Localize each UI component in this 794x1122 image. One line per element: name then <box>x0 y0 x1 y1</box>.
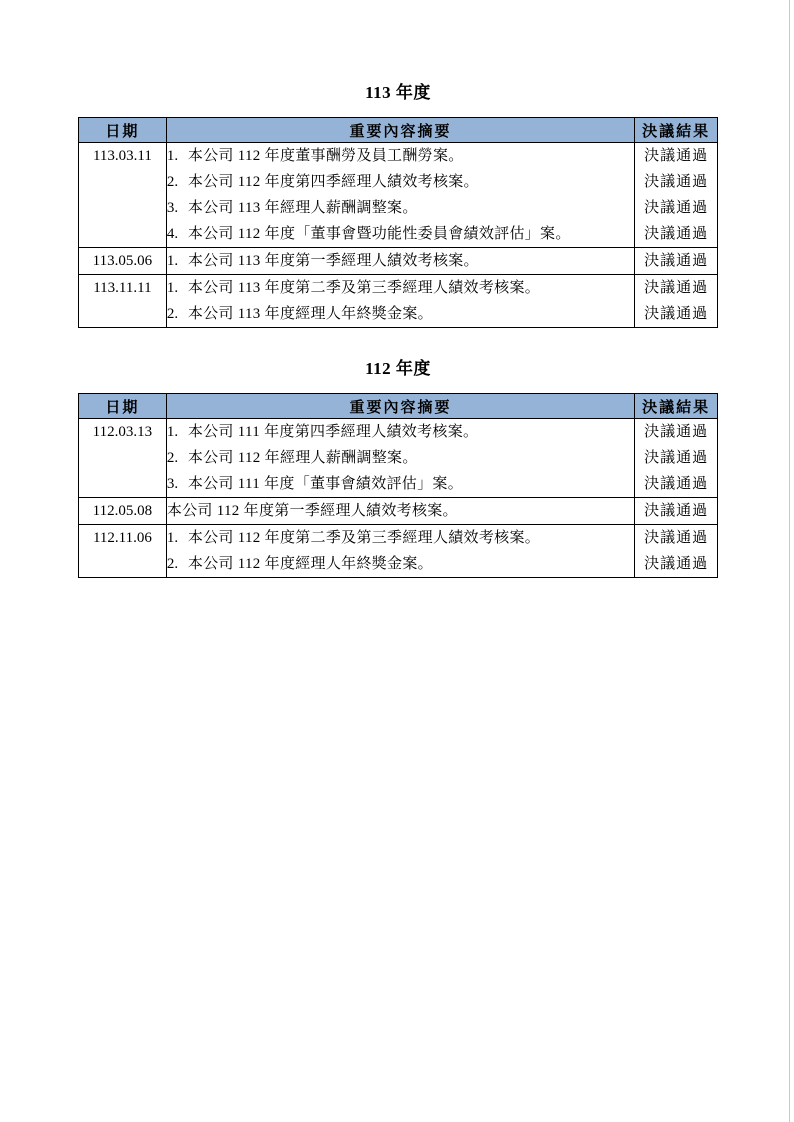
item-text: 本公司 113 年度第一季經理人績效考核案。 <box>187 253 479 269</box>
summary-item <box>167 143 634 169</box>
item-text: 本公司 113 年度經理人年終獎金案。 <box>187 306 433 322</box>
header-result: 決議結果 <box>635 394 718 419</box>
item-text: 本公司 112 年經理人薪酬調整案。 <box>187 450 418 466</box>
result-item: 決議通過 <box>644 148 709 164</box>
summary-item <box>167 169 634 195</box>
item-text: 本公司 112 年度董事酬勞及員工酬勞案。 <box>187 148 464 164</box>
result-item: 決議通過 <box>644 503 709 519</box>
item-number: 2. <box>166 174 179 190</box>
table-row <box>79 419 718 498</box>
table-header <box>79 118 718 143</box>
result-item: 決議通過 <box>644 174 709 190</box>
summary-item <box>167 498 634 524</box>
table-row <box>79 498 718 525</box>
item-text: 本公司 111 年度第四季經理人績效考核案。 <box>187 424 479 440</box>
result-item: 決議通過 <box>644 200 709 216</box>
header-row <box>79 118 718 143</box>
result-item: 決議通過 <box>644 226 709 242</box>
summary-item <box>167 221 634 247</box>
header-result: 決議結果 <box>635 118 718 143</box>
date-cell: 113.03.11 <box>79 143 167 248</box>
summary-cell <box>166 525 634 578</box>
date-cell: 112.05.08 <box>79 498 167 525</box>
result-cell <box>635 498 718 525</box>
item-text: 本公司 113 年度第二季及第三季經理人績效考核案。 <box>187 280 541 296</box>
item-number: 2. <box>166 556 179 572</box>
item-number: 2. <box>166 450 179 466</box>
summary-item <box>167 551 634 577</box>
summary-item <box>167 525 634 551</box>
item-text: 本公司 112 年度第一季經理人績效考核案。 <box>166 503 458 519</box>
summary-cell <box>166 419 634 498</box>
result-item: 決議通過 <box>644 530 709 546</box>
result-cell <box>635 419 718 498</box>
summary-item <box>167 301 634 327</box>
item-number: 3. <box>166 200 179 216</box>
result-item: 決議通過 <box>644 424 709 440</box>
result-cell <box>635 275 718 328</box>
summary-item <box>167 195 634 221</box>
item-text: 本公司 112 年度第二季及第三季經理人績效考核案。 <box>187 530 541 546</box>
header-row <box>79 394 718 419</box>
page-edge-divider <box>789 0 790 1122</box>
result-cell <box>635 525 718 578</box>
result-item: 決議通過 <box>644 476 709 492</box>
summary-cell <box>166 248 634 275</box>
item-number: 1. <box>166 280 179 296</box>
result-item: 決議通過 <box>644 253 709 269</box>
header-summary: 重要內容摘要 <box>166 394 634 419</box>
table-row <box>79 275 718 328</box>
resolutions-table-112 <box>78 393 718 578</box>
item-number: 1. <box>166 530 179 546</box>
summary-item <box>167 471 634 497</box>
item-text: 本公司 112 年度「董事會暨功能性委員會績效評估」案。 <box>187 226 571 242</box>
date-cell: 113.11.11 <box>79 275 167 328</box>
summary-item <box>167 248 634 274</box>
date-cell: 112.03.13 <box>79 419 167 498</box>
summary-cell <box>166 143 634 248</box>
header-date: 日期 <box>79 118 167 143</box>
table-header <box>79 394 718 419</box>
item-text: 本公司 112 年度第四季經理人績效考核案。 <box>187 174 479 190</box>
item-number: 4. <box>166 226 179 242</box>
section-title-112: 112 年度 <box>365 359 431 378</box>
item-number: 1. <box>166 424 179 440</box>
date-cell: 112.11.06 <box>79 525 167 578</box>
item-number: 1. <box>166 253 179 269</box>
table-row <box>79 143 718 248</box>
item-text: 本公司 111 年度「董事會績效評估」案。 <box>187 476 464 492</box>
result-item: 決議通過 <box>644 306 709 322</box>
resolutions-table-113 <box>78 117 718 328</box>
result-item: 決議通過 <box>644 556 709 572</box>
section-title-113: 113 年度 <box>365 83 431 102</box>
summary-item <box>167 419 634 445</box>
item-text: 本公司 113 年經理人薪酬調整案。 <box>187 200 418 216</box>
item-number: 1. <box>166 148 179 164</box>
table-row <box>79 525 718 578</box>
document-body <box>78 0 718 578</box>
item-text: 本公司 112 年度經理人年終獎金案。 <box>187 556 433 572</box>
date-cell: 113.05.06 <box>79 248 167 275</box>
header-date: 日期 <box>79 394 167 419</box>
result-cell <box>635 248 718 275</box>
summary-item <box>167 275 634 301</box>
result-cell <box>635 143 718 248</box>
table-row <box>79 248 718 275</box>
summary-cell <box>166 275 634 328</box>
summary-cell <box>166 498 634 525</box>
result-item: 決議通過 <box>644 450 709 466</box>
summary-item <box>167 445 634 471</box>
result-item: 決議通過 <box>644 280 709 296</box>
item-number: 2. <box>166 306 179 322</box>
item-number: 3. <box>166 476 179 492</box>
header-summary: 重要內容摘要 <box>166 118 634 143</box>
